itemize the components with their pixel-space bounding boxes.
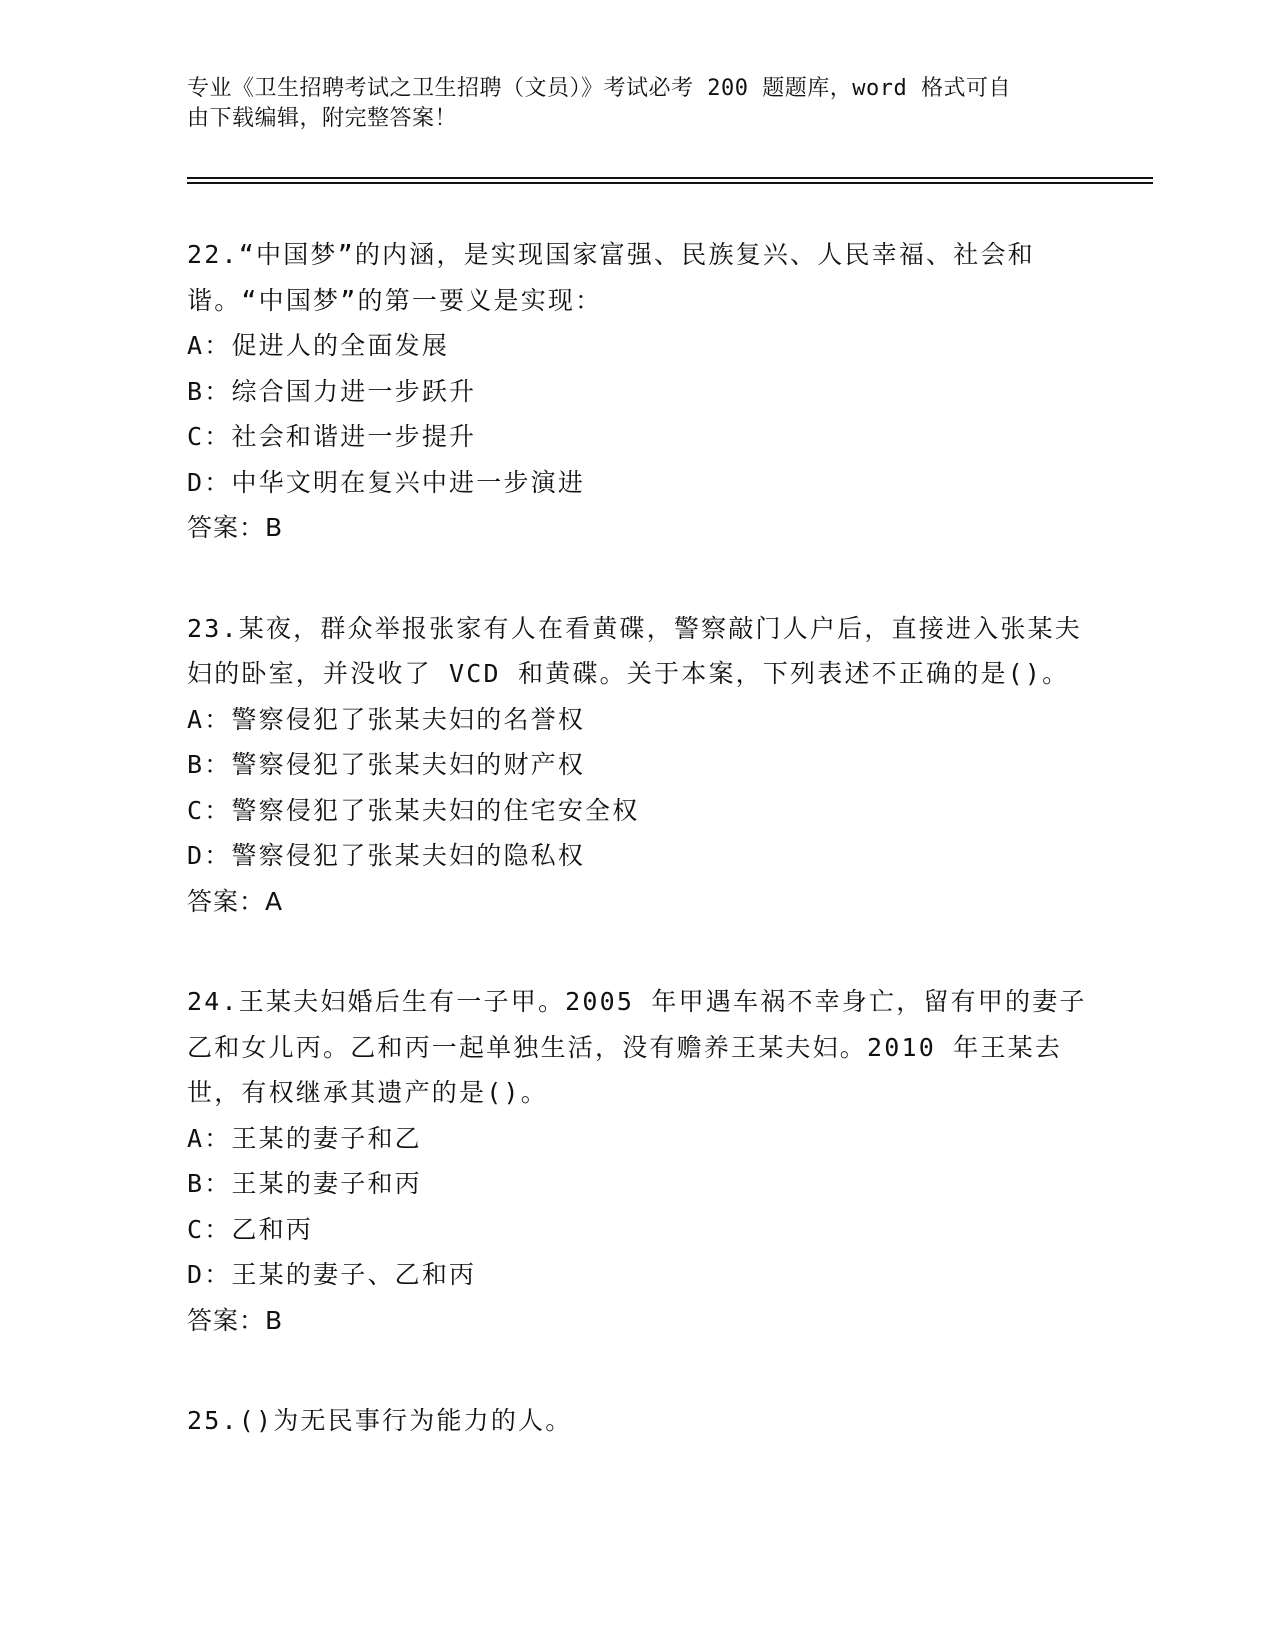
option-a: A：王某的妻子和乙 [187,1123,422,1153]
option-a: A：警察侵犯了张某夫妇的名誉权 [187,704,586,734]
option-c: C：乙和丙 [187,1214,314,1244]
intro-line-2: 由下载编辑，附完整答案！ [187,106,458,131]
header-divider-top [187,177,1153,179]
question-stem: 23.某夜，群众举报张家有人在看黄碟，警察敲门人户后，直接进入张某夫妇的卧室，并没收了 VCD 和黄碟。关于本案，下列表述不正确的是()。 [187,613,1082,688]
option-b: B：王某的妻子和丙 [187,1169,422,1198]
question-stem: 22.“中国梦”的内涵，是实现国家富强、民族复兴、人民幸福、社会和谐。“中国梦”的第一要义是实现： [187,240,1035,315]
answer-line: 答案：B [187,513,284,542]
option-a: A：促进人的全面发展 [187,331,450,360]
answer-line: 答案：A [187,886,284,916]
question-25 [187,1398,1087,1444]
intro-line-1: 专业《卫生招聘考试之卫生招聘（文员）》考试必考 200 题题库，word 格式可自 [187,76,1011,101]
option-d: D：中华文明在复兴中进一步演进 [187,467,586,497]
answer-line: 答案：B [187,1305,284,1335]
question-stem: 24.王某夫妇婚后生有一子甲。2005 年甲遇车祸不幸身亡，留有甲的妻子乙和女儿丙。乙和丙一起单独生活，没有赡养王某夫妇。2010 年王某去世，有权继承其遗产的是()。 [187,987,1087,1107]
question-23 [187,606,1087,925]
question-list [187,232,1087,1499]
option-b: B：综合国力进一步跃升 [187,376,477,406]
option-c: C：警察侵犯了张某夫妇的住宅安全权 [187,795,640,825]
question-24 [187,979,1087,1343]
document-intro [187,74,1067,134]
option-d: D：警察侵犯了张某夫妇的隐私权 [187,841,586,870]
question-22 [187,232,1087,551]
option-c: C：社会和谐进一步提升 [187,422,477,451]
question-stem: 25.()为无民事行为能力的人。 [187,1406,573,1435]
header-divider-bottom [187,182,1153,184]
option-b: B：警察侵犯了张某夫妇的财产权 [187,750,586,779]
option-d: D：王某的妻子、乙和丙 [187,1260,477,1289]
